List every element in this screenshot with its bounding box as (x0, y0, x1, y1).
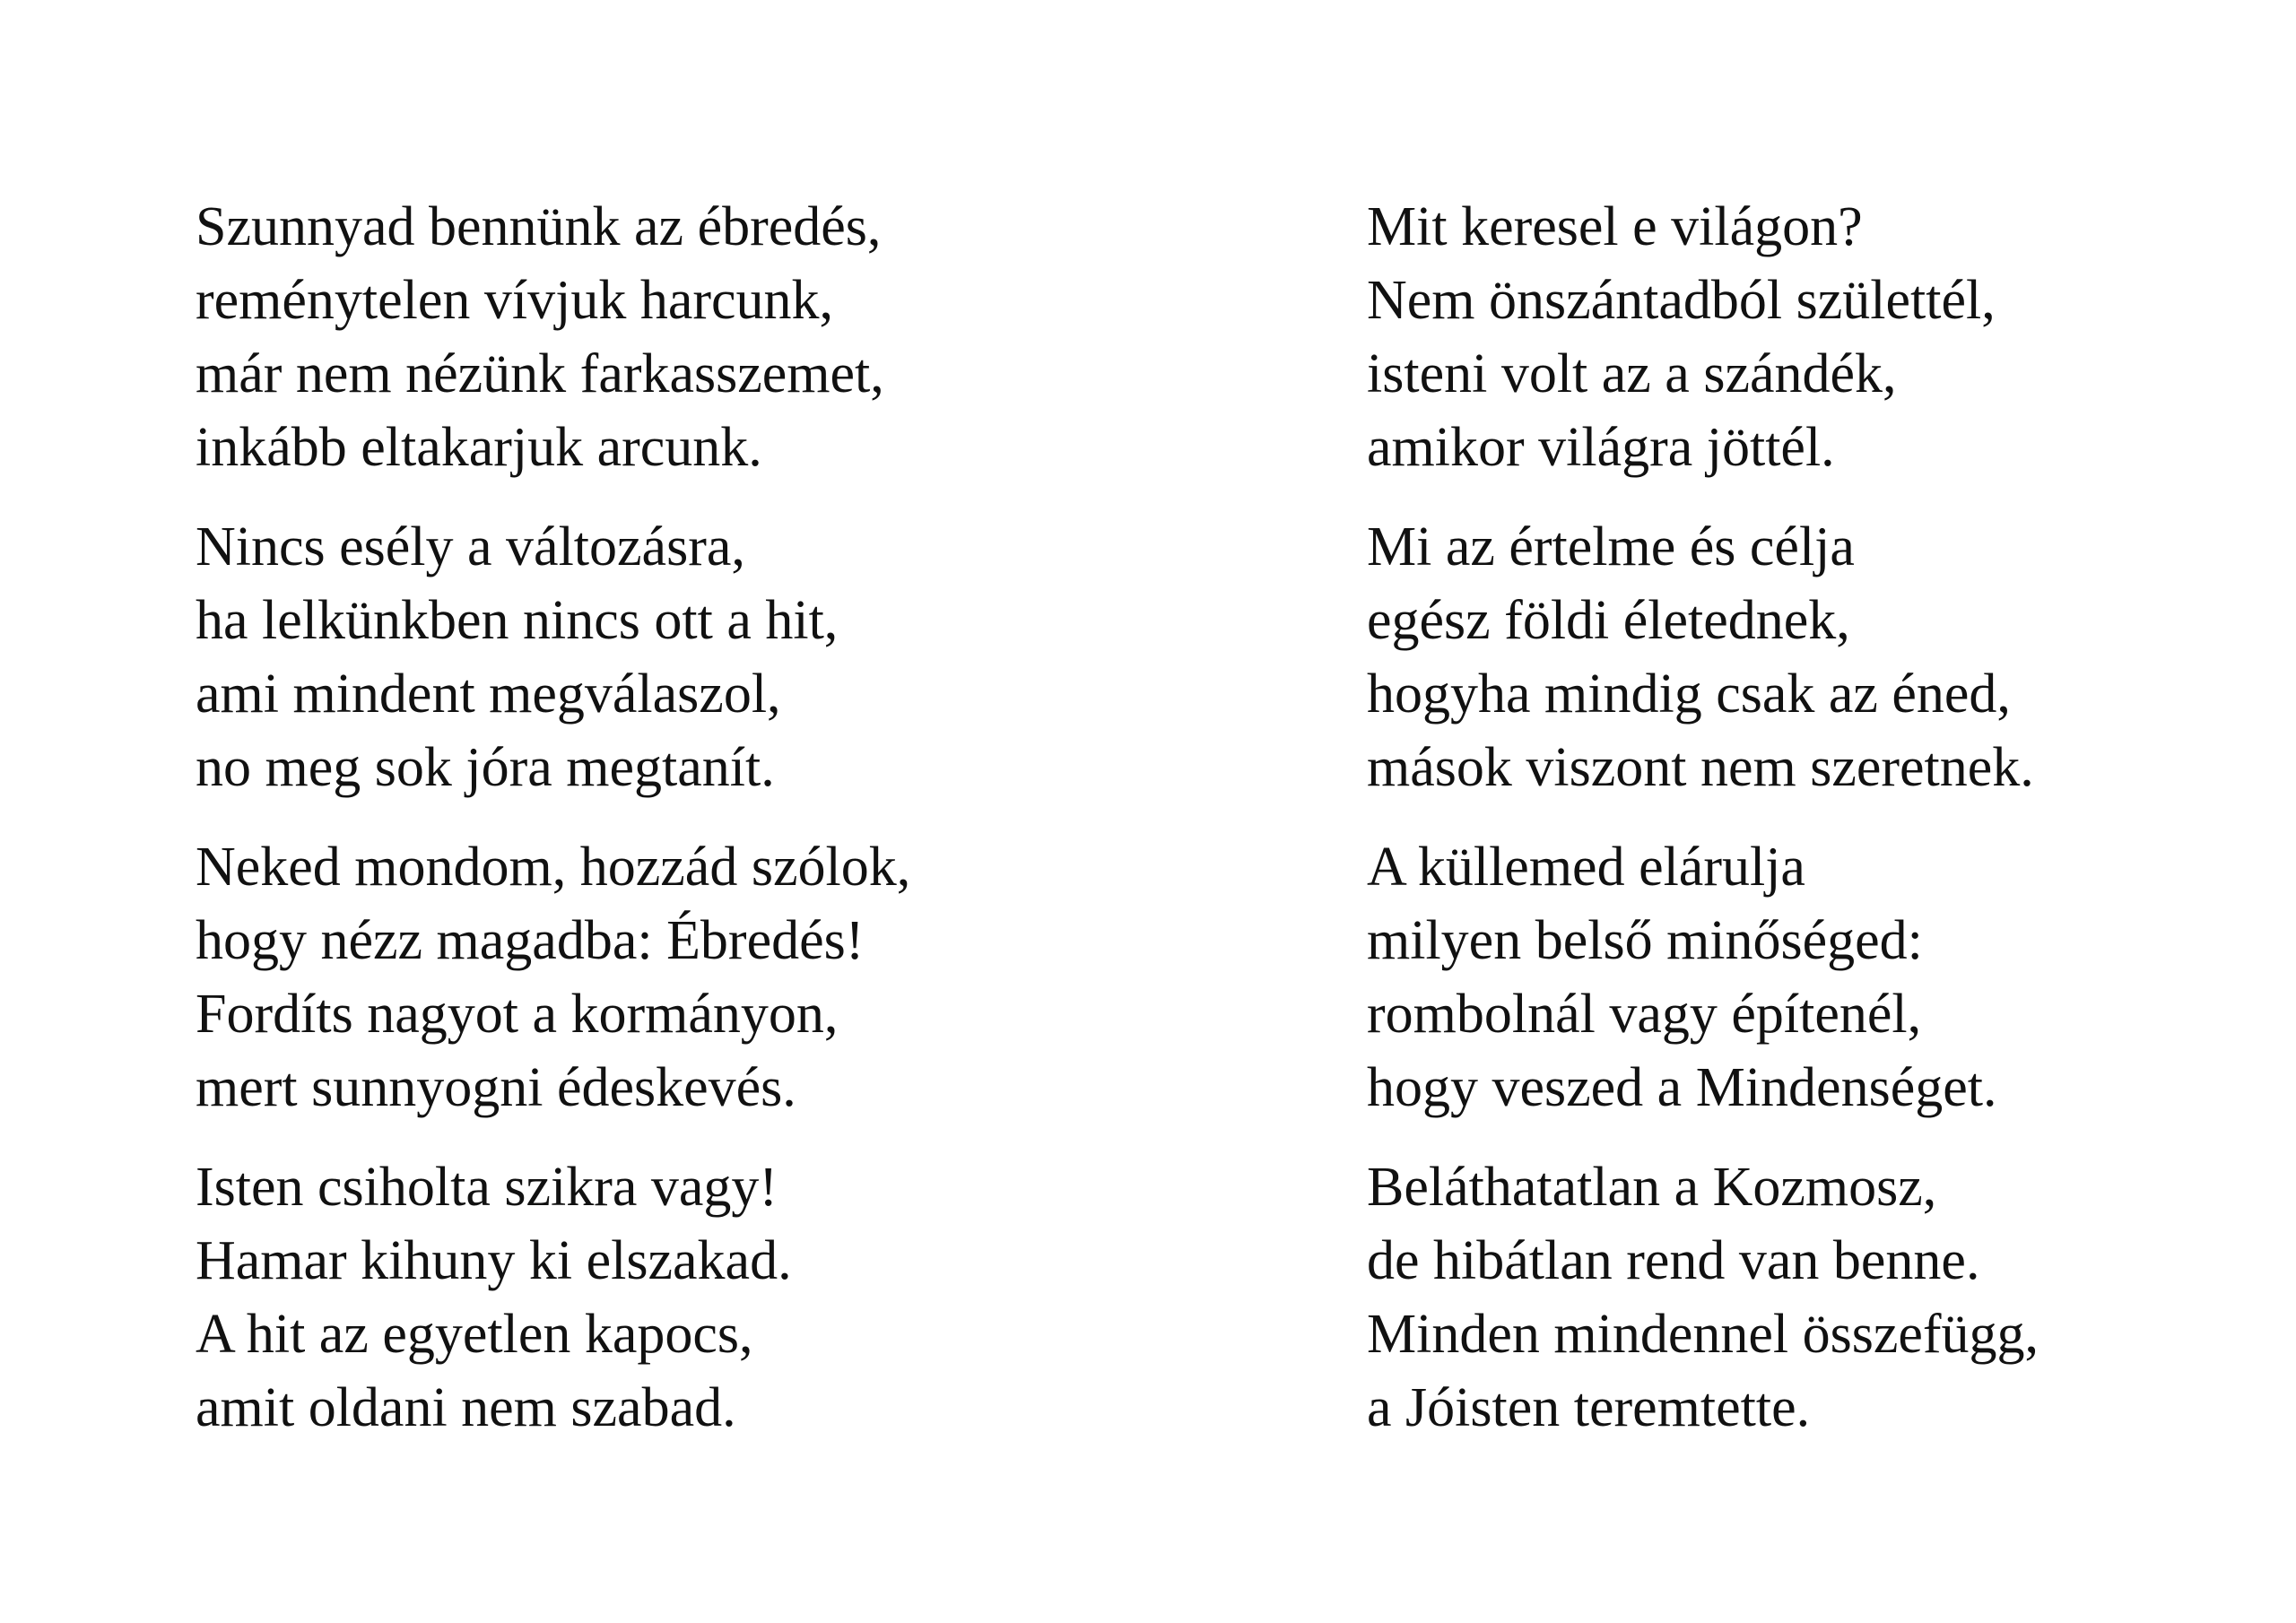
verse-line: ha lelkünkben nincs ott a hit, (196, 590, 839, 651)
verse-line: ami mindent megválaszol, (196, 664, 781, 725)
poem-column-right (1367, 190, 2296, 1471)
verse-line: rombolnál vagy építenél, (1367, 984, 1922, 1045)
verse-line: no meg sok jóra megtanít. (196, 737, 775, 798)
stanza (1367, 190, 2296, 484)
verse-line: Minden mindennel összefügg, (1367, 1304, 2039, 1365)
verse-line: milyen belső minőséged: (1367, 910, 1923, 971)
stanza (196, 190, 1182, 484)
verse-line: Nincs esély a változásra, (196, 516, 745, 577)
stanza (196, 510, 1182, 804)
verse-line: egész földi életednek, (1367, 590, 1850, 651)
verse-line: hogy veszed a Mindenséget. (1367, 1057, 1997, 1118)
stanza (1367, 830, 2296, 1124)
verse-line: hogyha mindig csak az éned, (1367, 664, 2011, 725)
verse-line: amit oldani nem szabad. (196, 1377, 736, 1438)
verse-line: Szunnyad bennünk az ébredés, (196, 196, 882, 257)
verse-line: Hamar kihuny ki elszakad. (196, 1230, 792, 1291)
verse-line: reménytelen vívjuk harcunk, (196, 270, 834, 331)
verse-line: Nem önszántadból születtél, (1367, 270, 1996, 331)
verse-line: Isten csiholta szikra vagy! (196, 1157, 778, 1218)
verse-line: Beláthatatlan a Kozmosz, (1367, 1157, 1937, 1218)
poem-column-left (196, 190, 1182, 1471)
verse-line: Mi az értelme és célja (1367, 516, 1855, 577)
verse-line: mert sunnyogni édeskevés. (196, 1057, 796, 1118)
verse-line: már nem nézünk farkasszemet, (196, 343, 884, 404)
verse-line: Neked mondom, hozzád szólok, (196, 837, 911, 898)
stanza (1367, 510, 2296, 804)
verse-line: amikor világra jöttél. (1367, 417, 1835, 478)
verse-line: mások viszont nem szeretnek. (1367, 737, 2034, 798)
stanza (196, 1150, 1182, 1445)
verse-line: Mit keresel e világon? (1367, 196, 1863, 257)
verse-line: a Jóisten teremtette. (1367, 1377, 1811, 1438)
verse-line: A hit az egyetlen kapocs, (196, 1304, 753, 1365)
stanza (196, 830, 1182, 1124)
verse-line: A küllemed elárulja (1367, 837, 1805, 898)
verse-line: isteni volt az a szándék, (1367, 343, 1897, 404)
verse-line: Fordíts nagyot a kormányon, (196, 984, 839, 1045)
verse-line: inkább eltakarjuk arcunk. (196, 417, 762, 478)
verse-line: de hibátlan rend van benne. (1367, 1230, 1980, 1291)
verse-line: hogy nézz magadba: Ébredés! (196, 910, 865, 971)
stanza (1367, 1150, 2296, 1445)
